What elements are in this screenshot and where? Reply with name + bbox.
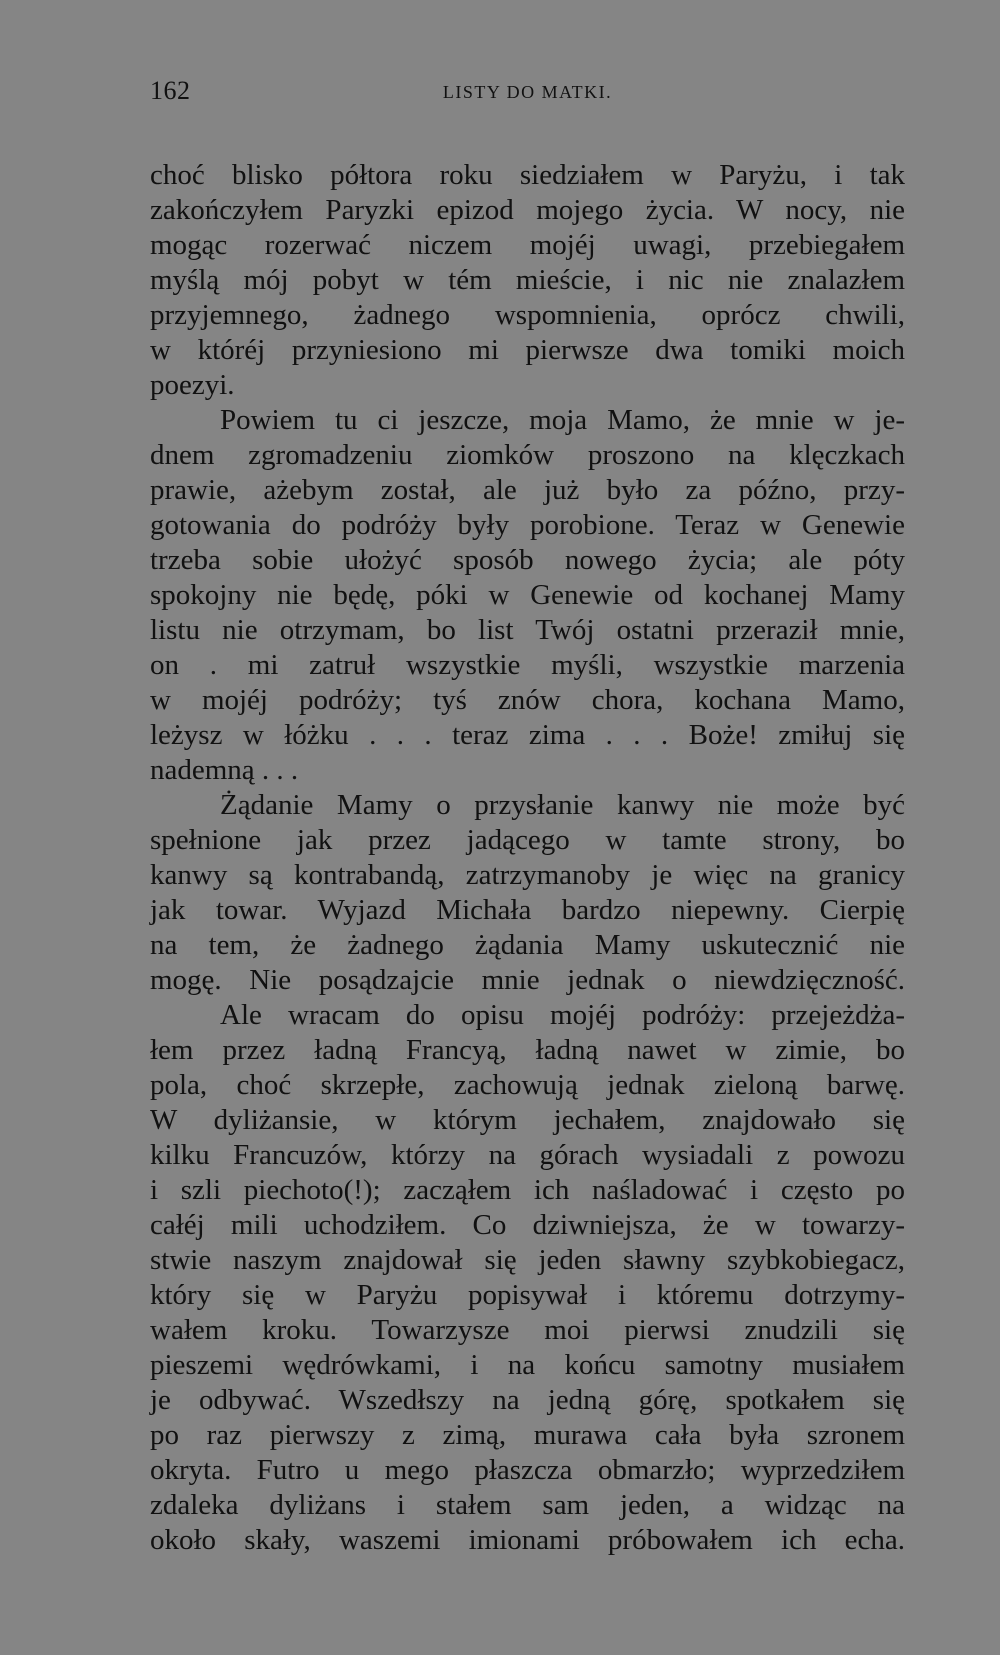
text-line: spokojny nie będę, póki w Genewie od kochanej Mamy	[150, 579, 905, 611]
text-line: stwie naszym znajdował się jeden sławny szybkobiegacz,	[150, 1244, 905, 1276]
text-line: prawie, ażebym został, ale już było za późno, przy-	[150, 474, 905, 506]
page-number: 162	[150, 76, 191, 105]
text-line: myślą mój pobyt w tém mieście, i nic nie znalazłem	[150, 264, 905, 296]
text-line: w któréj przyniesiono mi pierwsze dwa tomiki moich	[150, 334, 905, 366]
text-line: przyjemnego, żadnego wspomnienia, oprócz chwili,	[150, 299, 905, 331]
text-line: kanwy są kontrabandą, zatrzymanoby je więc na granicy	[150, 859, 905, 891]
text-line: zakończyłem Paryzki epizod mojego życia. W nocy, nie	[150, 194, 905, 226]
text-line: jak towar. Wyjazd Michała bardzo niepewny. Cierpię	[150, 894, 905, 926]
text-line: który się w Paryżu popisywał i któremu dotrzymy-	[150, 1279, 905, 1311]
text-line: kilku Francuzów, którzy na górach wysiadali z powozu	[150, 1139, 905, 1171]
text-line: Żądanie Mamy o przysłanie kanwy nie może być	[220, 789, 905, 821]
text-line: choć blisko półtora roku siedziałem w Paryżu, i tak	[150, 159, 905, 191]
text-line: na tem, że żadnego żądania Mamy uskutecznić nie	[150, 929, 905, 961]
text-line: gotowania do podróży były porobione. Teraz w Genewie	[150, 509, 905, 541]
text-line: mogąc rozerwać niczem mojéj uwagi, przebiegałem	[150, 229, 905, 261]
text-line: nademną . . .	[150, 754, 299, 786]
text-line: Powiem tu ci jeszcze, moja Mamo, że mnie w je-	[220, 404, 905, 436]
text-line: pola, choć skrzepłe, zachowują jednak zieloną barwę.	[150, 1069, 905, 1101]
text-line: spełnione jak przez jadącego w tamte strony, bo	[150, 824, 905, 856]
text-line: leżysz w łóżku . . . teraz zima . . . Boże! zmiłuj się	[150, 719, 905, 751]
text-line: trzeba sobie ułożyć sposób nowego życia; ale póty	[150, 544, 905, 576]
text-line: około skały, waszemi imionami próbowałem ich echa.	[150, 1524, 905, 1556]
text-line: w mojéj podróży; tyś znów chora, kochana Mamo,	[150, 684, 905, 716]
text-line: okryta. Futro u mego płaszcza obmarzło; wyprzedziłem	[150, 1454, 905, 1486]
text-line: on . mi zatruł wszystkie myśli, wszystkie marzenia	[150, 649, 905, 681]
text-line: zdaleka dyliżans i stałem sam jeden, a widząc na	[150, 1489, 905, 1521]
text-line: poezyi.	[150, 369, 235, 401]
text-line: W dyliżansie, w którym jechałem, znajdowało się	[150, 1104, 905, 1136]
text-line: Ale wracam do opisu mojéj podróży: przejeżdża-	[220, 999, 905, 1031]
page-header	[150, 76, 905, 116]
text-line: po raz pierwszy z zimą, murawa cała była szronem	[150, 1419, 905, 1451]
text-line: i szli piechoto(!); zacząłem ich naśladować i często po	[150, 1174, 905, 1206]
text-line: mogę. Nie posądzajcie mnie jednak o niewdzięczność.	[150, 964, 905, 996]
text-line: je odbywać. Wszedłszy na jedną górę, spotkałem się	[150, 1384, 905, 1416]
text-line: dnem zgromadzeniu ziomków proszono na klęczkach	[150, 439, 905, 471]
text-line: całéj mili uchodziłem. Co dziwniejsza, że w towarzy-	[150, 1209, 905, 1241]
text-line: pieszemi wędrówkami, i na końcu samotny musiałem	[150, 1349, 905, 1381]
running-title: LISTY DO MATKI.	[442, 82, 613, 102]
text-line: listu nie otrzymam, bo list Twój ostatni przeraził mnie,	[150, 614, 905, 646]
text-line: łem przez ładną Francyą, ładną nawet w zimie, bo	[150, 1034, 905, 1066]
text-line: wałem kroku. Towarzysze moi pierwsi znudzili się	[150, 1314, 905, 1346]
body-text	[150, 158, 905, 1558]
